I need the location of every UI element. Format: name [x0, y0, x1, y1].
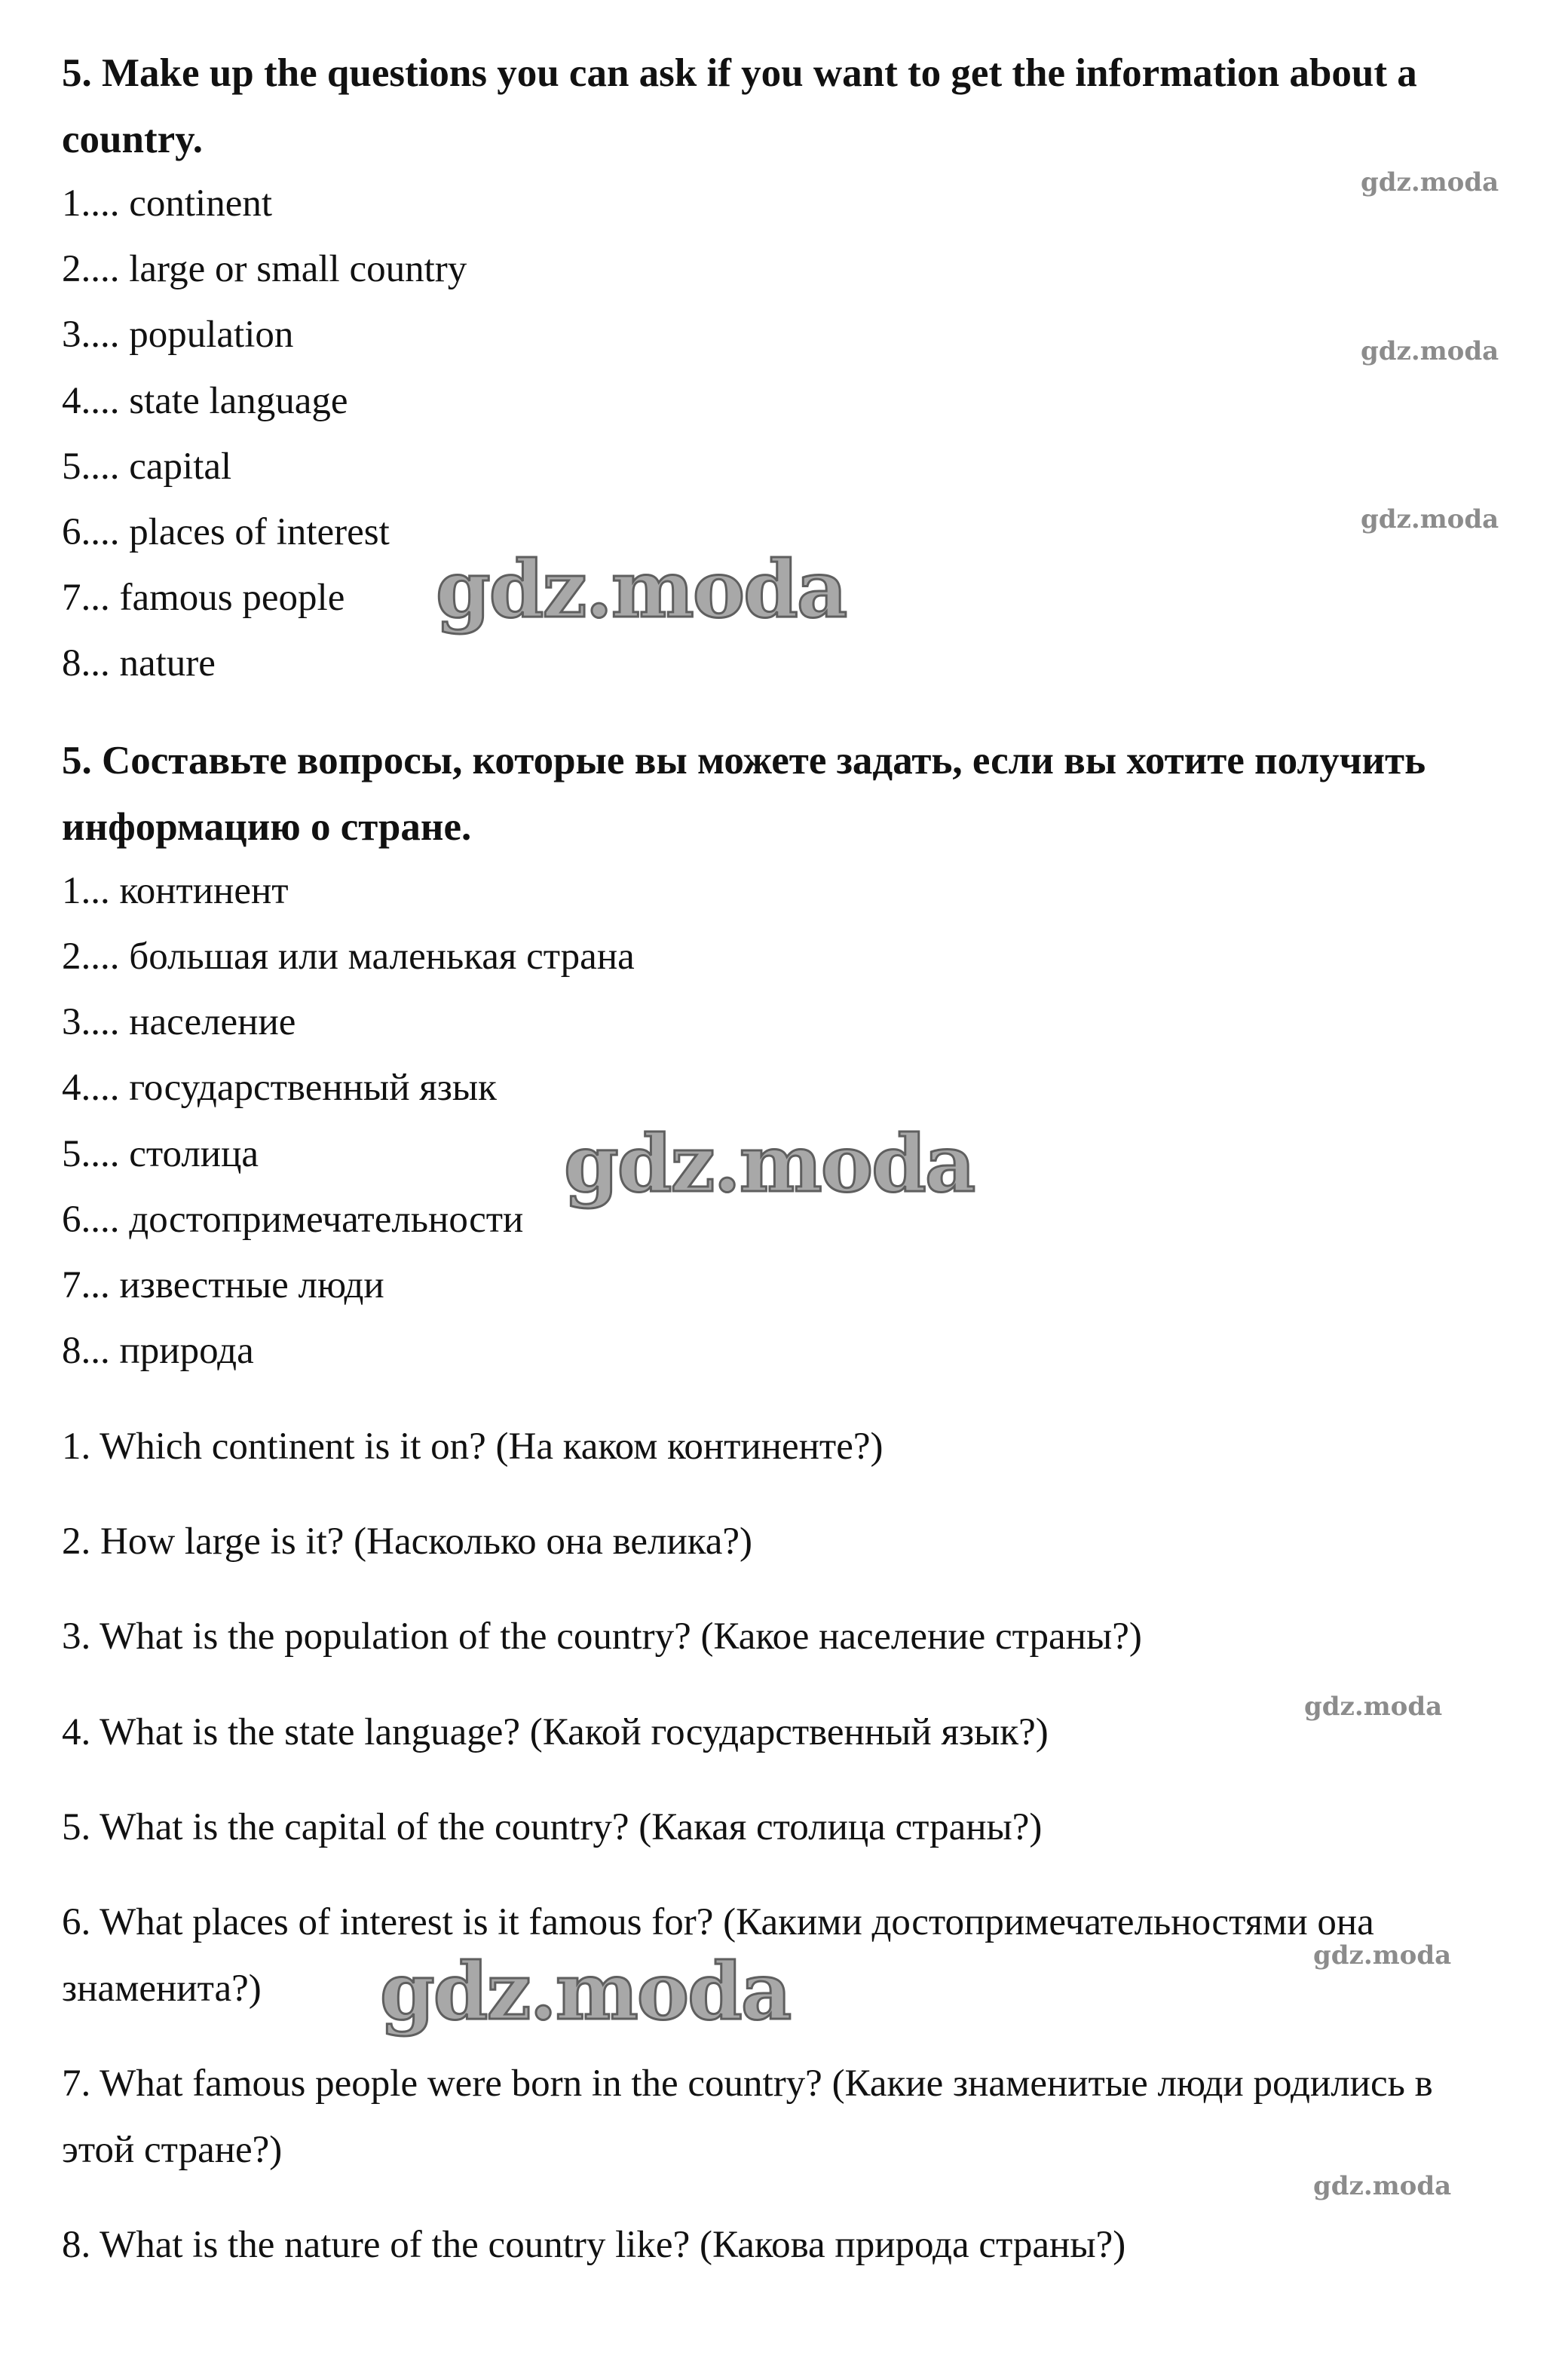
watermark-large: gdz.moda [564, 1117, 975, 1210]
answer-1: 1. Which continent is it on? (На каком континенте?) [62, 1426, 884, 1468]
watermark-large: gdz.moda [380, 1945, 791, 2038]
answer-5: 5. What is the capital of the country? (Какая столица страны?) [62, 1806, 1043, 1848]
task-title-en: 5. Make up the questions you can ask if you want to get the information about a country. [62, 51, 1417, 161]
list-item-ru-5: 5.... столица [62, 1133, 259, 1175]
list-item-en-8: 8... nature [62, 642, 216, 684]
list-item-en-4: 4.... state language [62, 380, 348, 422]
list-item-en-7: 7... famous people [62, 577, 345, 619]
list-item-en-1: 1.... continent [62, 182, 273, 225]
watermark-small: gdz.moda [1361, 336, 1499, 366]
answer-2: 2. How large is it? (Насколько она велика?) [62, 1520, 753, 1563]
task-title-ru: 5. Составьте вопросы, которые вы можете задать, если вы хотите получить информацию о стране. [62, 739, 1426, 849]
list-item-ru-6: 6.... достопримечательности [62, 1199, 524, 1241]
answer-8: 8. What is the nature of the country like? (Какова природа страны?) [62, 2224, 1126, 2266]
list-item-en-3: 3.... population [62, 314, 294, 356]
list-item-en-5: 5.... capital [62, 446, 232, 488]
list-item-en-6: 6.... places of interest [62, 511, 390, 553]
watermark-small: gdz.moda [1304, 1692, 1443, 1722]
list-item-ru-3: 3.... население [62, 1001, 296, 1043]
list-item-ru-2: 2.... большая или маленькая страна [62, 936, 635, 978]
watermark-small: gdz.moda [1361, 504, 1499, 534]
list-item-ru-1: 1... континент [62, 870, 289, 912]
answer-4: 4. What is the state language? (Какой государственный язык?) [62, 1711, 1049, 1753]
answer-7: 7. What famous people were born in the country? (Какие знаменитые люди родились в этой стране?) [62, 2062, 1433, 2171]
watermark-small: gdz.moda [1361, 167, 1499, 198]
list-item-en-2: 2.... large or small country [62, 248, 467, 290]
answer-6: 6. What places of interest is it famous for? (Какими достопримечательностями она знаменита?) [62, 1901, 1374, 2010]
watermark-small: gdz.moda [1313, 1940, 1452, 1971]
list-item-ru-4: 4.... государственный язык [62, 1067, 497, 1109]
list-item-ru-8: 8... природа [62, 1330, 254, 1372]
answer-3: 3. What is the population of the country? (Какое население страны?) [62, 1615, 1142, 1658]
watermark-large: gdz.moda [436, 543, 847, 635]
list-item-ru-7: 7... известные люди [62, 1264, 384, 1306]
watermark-small: gdz.moda [1313, 2171, 1452, 2201]
